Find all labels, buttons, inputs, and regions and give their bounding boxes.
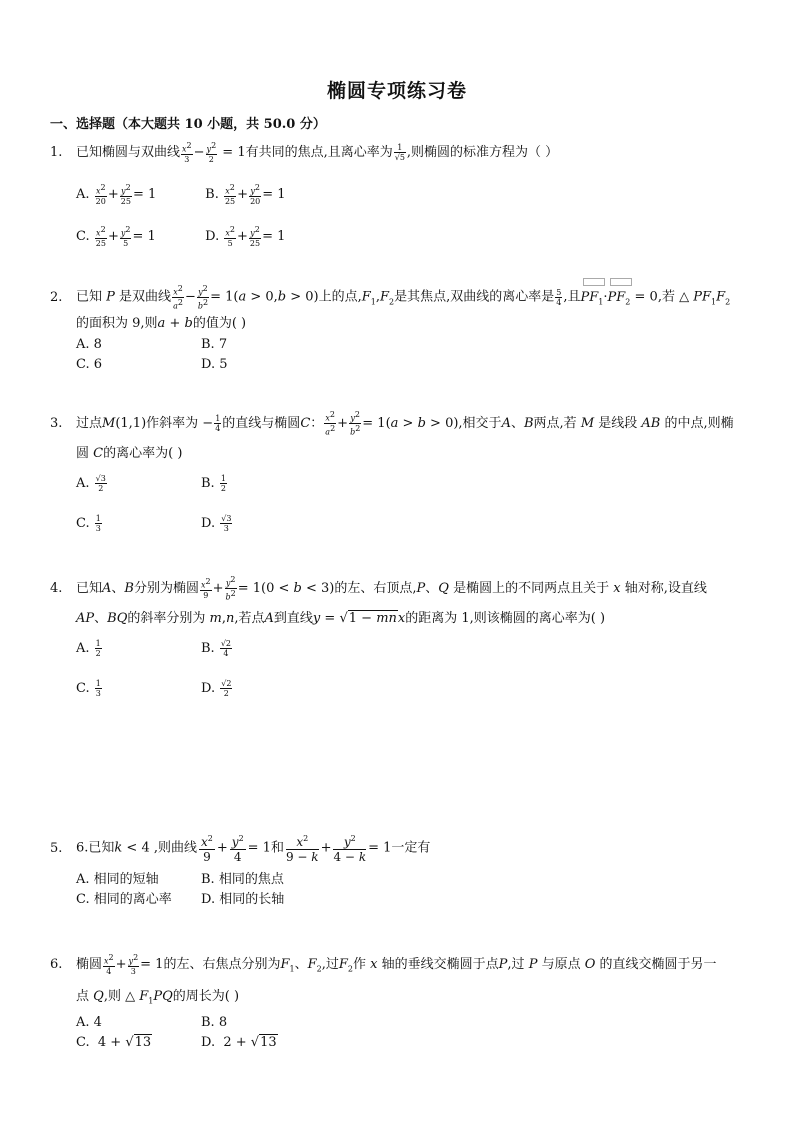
option-c[interactable]: C. 4 + √13: [76, 1035, 152, 1051]
page-title: 椭圆专项练习卷: [326, 80, 467, 102]
option-b[interactable]: B. $\frac{√2}{4}$: [201, 639, 232, 658]
option-c[interactable]: C. 6: [76, 357, 103, 373]
option-d[interactable]: D. $\frac{x^2}{5}$ + $\frac{y^2}{25}$ = 1: [205, 225, 286, 248]
question-4-stem: 4. 已知A、B分别为椭圆 $\frac{x^2}{9}$ + $\frac{y^2}{b^2}$ = 1(0 < b < 3)的左、右顶点,P、Q 是椭圆上的不同两点且关于 x 轴对称,设直线: [50, 574, 750, 604]
option-d[interactable]: D. $\frac{√3}{3}$: [201, 514, 232, 533]
option-c[interactable]: C. $\frac{1}{3}$: [76, 514, 101, 533]
question-number: 3.: [50, 416, 63, 431]
question-number: 2.: [50, 289, 63, 305]
option-d[interactable]: D. $\frac{√2}{2}$: [201, 679, 232, 698]
question-3-stem: 3. 过点M(1,1)作斜率为 − $\frac{1}{4}$ 的直线与椭圆C： $\frac{x^2}{a^2}$ + $\frac{y^2}{b^2}$ = 1(a > b > 0),相交于A、B两点,若 M 是线段 AB 的中点,则椭: [50, 409, 750, 439]
question-6: 6. 椭圆 $\frac{x^2}{4}$ + $\frac{y^2}{3}$ = 1的左、右焦点分别为$F_1$、$F_2$,过$F_2$作 x 轴的垂线交椭圆于点P,过 P 与原点 O 的直线交椭圆于另一 点 Q,则 △ $F_1PQ$的周长为( ) A. 4 B. 8 C. 4 + √13 D. 2 + √13: [50, 950, 750, 1053]
question-3-options: [76, 469, 750, 499]
option-a[interactable]: A. 8: [76, 337, 102, 353]
option-d[interactable]: D. 相同的长轴: [201, 892, 285, 907]
question-2-options: [76, 335, 750, 375]
question-4: 4. 已知A、B分别为椭圆 $\frac{x^2}{9}$ + $\frac{y^2}{b^2}$ = 1(0 < b < 3)的左、右顶点,P、Q 是椭圆上的不同两点且关于 x 轴对称,设直线 AP、BQ的斜率分别为 m,n,若点A到直线y = √1 − mnx的距离为 1,则该椭圆的离心率为( ) A. $\frac{1}{2}$ B. $\frac{√2}{4}$ C. $\frac{1}{3}$ D. $\frac{√2}{2}$: [50, 574, 750, 704]
option-c[interactable]: C. $\frac{1}{3}$: [76, 679, 101, 698]
question-6-options: [76, 1013, 750, 1053]
question-5: [50, 832, 750, 910]
option-c[interactable]: C. $\frac{x^2}{25}$ + $\frac{y^2}{5}$ = 1: [76, 225, 156, 248]
option-d[interactable]: D. 5: [201, 357, 228, 373]
question-2: 2. 已知 P 是双曲线 $\frac{x^2}{a^2}$ − $\frac{y^2}{b^2}$ = 1(a > 0,b > 0)上的点$,F_1,F_2$是其焦点,双曲线的离心率是 $\frac{5}{4}$ ,且 $PF_1\cdot$ $PF_2 = 0$,若 △ $PF_1F_2$ 的面积为 9,则a + b的值为( ) A. 8 B. 7 C. 6 D. 5: [50, 284, 750, 375]
question-4-options: [76, 634, 750, 664]
option-a[interactable]: A. 4: [76, 1015, 102, 1031]
question-3: 3. 过点M(1,1)作斜率为 − $\frac{1}{4}$ 的直线与椭圆C： $\frac{x^2}{a^2}$ + $\frac{y^2}{b^2}$ = 1(a > b > 0),相交于A、B两点,若 M 是线段 AB 的中点,则椭 圆 C的离心率为( ) A. $\frac{√3}{2}$ B. $\frac{1}{2}$ C. $\frac{1}{3}$ D. $\frac{√3}{3}$: [50, 409, 750, 539]
question-1-options: [76, 180, 750, 210]
option-b[interactable]: B. 7: [201, 337, 228, 353]
question-6-stem: 6. 椭圆 $\frac{x^2}{4}$ + $\frac{y^2}{3}$ = 1的左、右焦点分别为$F_1$、$F_2$,过$F_2$作 x 轴的垂线交椭圆于点P,过 P 与原点 O 的直线交椭圆于另一: [50, 950, 750, 985]
question-2-stem: 2. 已知 P 是双曲线 $\frac{x^2}{a^2}$ − $\frac{y^2}{b^2}$ = 1(a > 0,b > 0)上的点$,F_1,F_2$是其焦点,双曲线的离心率是 $\frac{5}{4}$ ,且 $PF_1\cdot$ $PF_2 = 0$,若 △ $PF_1F_2$: [50, 284, 750, 313]
option-b[interactable]: B. 相同的焦点: [201, 872, 284, 887]
question-1-stem: 1. 已知椭圆与双曲线 $\frac{x^2}{3}$ − $\frac{y^2}{2}$ = 1有共同的焦点,且离心率为 $\frac{1}{√5}$ ,则椭圆的标准方程为（ ）: [50, 138, 750, 168]
question-number: 4.: [50, 581, 63, 596]
option-a[interactable]: A. 相同的短轴: [76, 872, 159, 887]
question-5-stem: 5. 6.已知k < 4 ,则曲线 $\frac{x^2}{9}$ + $\frac{y^2}{4}$ = 1和 $\frac{x^2}{9 - k}$ + $\frac{y^2}{4 - k}$ = 1一定有: [50, 834, 431, 864]
option-a[interactable]: A. $\frac{√3}{2}$: [76, 474, 106, 493]
option-a[interactable]: A. $\frac{1}{2}$: [76, 639, 101, 658]
option-c[interactable]: C. 相同的离心率: [76, 892, 172, 907]
question-number: 5.: [50, 840, 63, 856]
section-heading: 一、选择题（本大题共 10 小题，共 50.0 分）: [50, 117, 326, 132]
option-a[interactable]: A. $\frac{x^2}{20}$ + $\frac{y^2}{25}$ = 1: [76, 183, 157, 206]
question-1: [50, 138, 750, 252]
option-d[interactable]: D. 2 + √13: [201, 1035, 277, 1051]
question-number: 6.: [50, 957, 63, 972]
question-5-options: [76, 870, 750, 910]
question-number: 1.: [50, 145, 63, 160]
option-b[interactable]: B. $\frac{x^2}{25}$ + $\frac{y^2}{20}$ = 1: [205, 183, 286, 206]
option-b[interactable]: B. $\frac{1}{2}$: [201, 474, 226, 493]
option-b[interactable]: B. 8: [201, 1015, 228, 1031]
